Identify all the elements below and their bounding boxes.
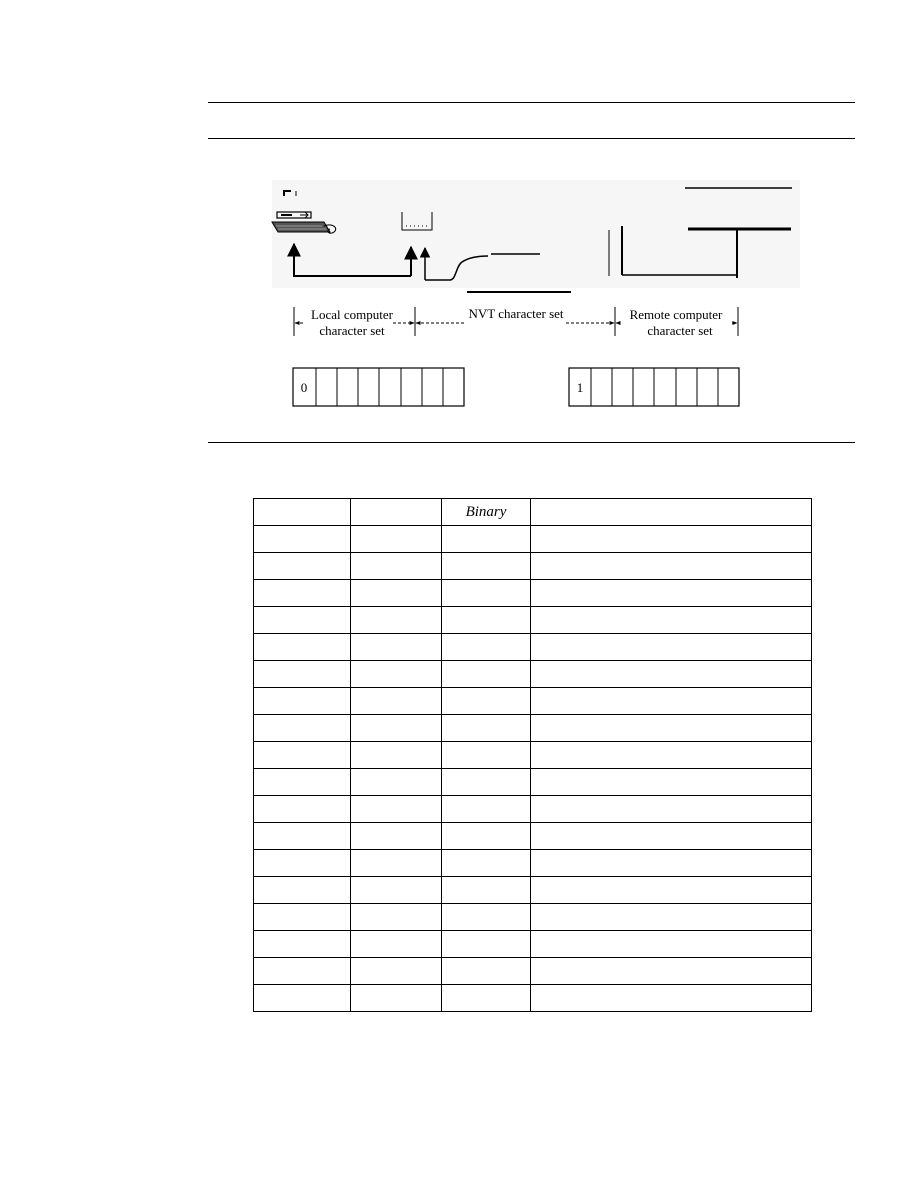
table-cell bbox=[531, 688, 812, 715]
table-cell bbox=[351, 688, 442, 715]
table-cell bbox=[254, 526, 351, 553]
data-byte-cells bbox=[293, 368, 464, 406]
table-cell bbox=[351, 580, 442, 607]
table-cell bbox=[531, 715, 812, 742]
table-cell bbox=[442, 796, 531, 823]
table-cell bbox=[254, 580, 351, 607]
table-cell bbox=[254, 769, 351, 796]
table-cell bbox=[531, 931, 812, 958]
table-row bbox=[254, 742, 812, 769]
table-cell bbox=[351, 607, 442, 634]
table-cell bbox=[254, 634, 351, 661]
table-row bbox=[254, 877, 812, 904]
table-cell bbox=[442, 526, 531, 553]
control-byte-bit-0: 1 bbox=[576, 380, 584, 395]
table-cell bbox=[351, 796, 442, 823]
table-cell bbox=[442, 958, 531, 985]
figure-background bbox=[272, 180, 800, 288]
table-cell bbox=[254, 985, 351, 1012]
table-cell bbox=[254, 688, 351, 715]
table-row bbox=[254, 607, 812, 634]
table-cell bbox=[531, 958, 812, 985]
table-cell bbox=[254, 742, 351, 769]
local-label-line1: Local computer bbox=[311, 307, 393, 322]
table-cell bbox=[351, 769, 442, 796]
table-cell bbox=[442, 850, 531, 877]
table-cell bbox=[254, 661, 351, 688]
table-cell bbox=[351, 823, 442, 850]
table-cell bbox=[531, 634, 812, 661]
table-cell bbox=[254, 931, 351, 958]
table-cell bbox=[351, 553, 442, 580]
remote-label-line1: Remote computer bbox=[629, 307, 723, 322]
table-cell bbox=[254, 823, 351, 850]
table-cell bbox=[254, 850, 351, 877]
data-byte-bit-0: 0 bbox=[300, 380, 308, 395]
table-cell bbox=[442, 985, 531, 1012]
table-cell bbox=[442, 769, 531, 796]
code-table bbox=[253, 498, 812, 1012]
table-row bbox=[254, 634, 812, 661]
control-byte-cells bbox=[569, 368, 739, 406]
table-cell bbox=[254, 796, 351, 823]
table-row bbox=[254, 985, 812, 1012]
table-cell bbox=[442, 931, 531, 958]
header-binary: Binary bbox=[442, 499, 531, 526]
table-cell bbox=[351, 904, 442, 931]
table-cell bbox=[254, 904, 351, 931]
table-cell bbox=[442, 607, 531, 634]
table-cell bbox=[351, 742, 442, 769]
table-row bbox=[254, 931, 812, 958]
table-cell bbox=[351, 634, 442, 661]
table-cell bbox=[442, 823, 531, 850]
table-cell bbox=[531, 823, 812, 850]
table-cell bbox=[351, 661, 442, 688]
table-cell bbox=[254, 607, 351, 634]
table-row bbox=[254, 823, 812, 850]
table-cell bbox=[351, 526, 442, 553]
table-cell bbox=[351, 850, 442, 877]
header-cell bbox=[351, 499, 442, 526]
table-cell bbox=[442, 661, 531, 688]
table-cell bbox=[442, 904, 531, 931]
table-cell bbox=[442, 877, 531, 904]
table-cell bbox=[531, 877, 812, 904]
table-row bbox=[254, 580, 812, 607]
table-row bbox=[254, 769, 812, 796]
table-cell bbox=[531, 769, 812, 796]
table-cell bbox=[442, 580, 531, 607]
table-row bbox=[254, 526, 812, 553]
table-row bbox=[254, 904, 812, 931]
table-cell bbox=[442, 553, 531, 580]
table-cell bbox=[442, 715, 531, 742]
header-cell bbox=[531, 499, 812, 526]
table-cell bbox=[254, 958, 351, 985]
table-cell bbox=[254, 553, 351, 580]
local-label-line2: character set bbox=[319, 323, 385, 338]
table-cell bbox=[442, 742, 531, 769]
table-row bbox=[254, 688, 812, 715]
table-row bbox=[254, 715, 812, 742]
table-cell bbox=[531, 607, 812, 634]
table-cell bbox=[531, 526, 812, 553]
table-cell bbox=[442, 634, 531, 661]
table-row bbox=[254, 553, 812, 580]
table-cell bbox=[254, 715, 351, 742]
table-row bbox=[254, 661, 812, 688]
table-cell bbox=[531, 985, 812, 1012]
table-cell bbox=[531, 904, 812, 931]
header-cell bbox=[254, 499, 351, 526]
table-cell bbox=[531, 850, 812, 877]
table-cell bbox=[351, 931, 442, 958]
table-cell bbox=[531, 580, 812, 607]
table-cell bbox=[531, 553, 812, 580]
table-cell bbox=[442, 688, 531, 715]
table-cell bbox=[531, 796, 812, 823]
table-cell bbox=[531, 742, 812, 769]
table-cell bbox=[351, 985, 442, 1012]
table-cell bbox=[531, 661, 812, 688]
remote-label-line2: character set bbox=[647, 323, 713, 338]
table-header-row bbox=[254, 499, 812, 526]
table-cell bbox=[351, 877, 442, 904]
nvt-figure bbox=[0, 0, 918, 450]
table-cell bbox=[254, 877, 351, 904]
table-row bbox=[254, 958, 812, 985]
table-cell bbox=[351, 715, 442, 742]
nvt-label: NVT character set bbox=[468, 306, 564, 321]
table-body bbox=[254, 526, 812, 1012]
table-cell bbox=[351, 958, 442, 985]
table-row bbox=[254, 796, 812, 823]
table-row bbox=[254, 850, 812, 877]
